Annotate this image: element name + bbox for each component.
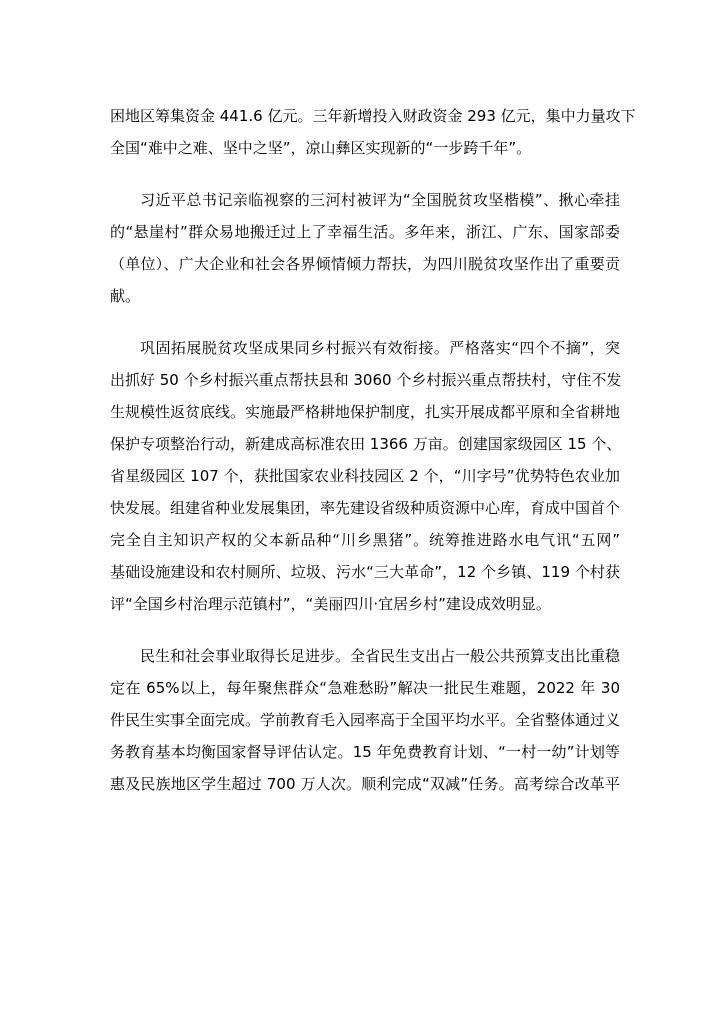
text-line: 习近平总书记亲临视察的三河村被评为“全国脱贫攻坚楷模”、揪心牵挂	[140, 191, 620, 209]
text-line: 省星级园区 107 个，获批国家农业科技园区 2 个，“川字号”优势特色农业加	[110, 467, 620, 485]
text-line: 保护专项整治行动，新建成高标准农田 1366 万亩。创建国家级园区 15 个、	[110, 435, 622, 453]
paragraph-3	[110, 332, 620, 620]
text-line: 全国“难中之难、坚中之坚”，凉山彝区实现新的“一步跨千年”。	[110, 139, 532, 157]
text-line: 民生和社会事业取得长足进步。全省民生支出占一般公共预算支出比重稳	[140, 647, 621, 665]
text-line: 困地区筹集资金 441.6 亿元。三年新增投入财政资金 293 亿元，集中力量攻下	[110, 107, 636, 125]
text-line: 巩固拓展脱贫攻坚成果同乡村振兴有效衔接。严格落实“四个不摘”，突	[140, 339, 620, 357]
text-line: 出抓好 50 个乡村振兴重点帮扶县和 3060 个乡村振兴重点帮扶村，守住不发	[110, 371, 622, 389]
text-line: 惠及民族地区学生超过 700 万人次。顺利完成“双减”任务。高考综合改革平	[110, 775, 620, 793]
text-line: （单位）、广大企业和社会各界倾情倾力帮扶，为四川脱贫攻坚作出了重要贡	[110, 255, 620, 273]
text-line: 生规模性返贫底线。实施最严格耕地保护制度，扎实开展成都平原和全省耕地	[110, 403, 621, 421]
document-page	[110, 100, 636, 800]
text-line: 献。	[110, 287, 141, 305]
text-line: 务教育基本均衡国家督导评估认定。15 年免费教育计划、“一村一幼”计划等	[110, 743, 620, 761]
text-line: 基础设施建设和农村厕所、垃圾、污水“三大革命”，12 个乡镇、119 个村获	[110, 563, 620, 581]
paragraph-4	[110, 640, 620, 800]
text-line: 定在 65%以上，每年聚焦群众“急难愁盼”解决一批民生难题，2022 年 30	[110, 679, 620, 697]
paragraph-2	[110, 184, 620, 312]
text-line: 完全自主知识产权的父本新品种“川乡黑猪”。统筹推进路水电气讯“五网”	[110, 531, 620, 549]
text-line: 快发展。组建省种业发展集团，率先建设省级种质资源中心库，育成中国首个	[110, 499, 621, 517]
text-line: 件民生实事全面完成。学前教育毛入园率高于全国平均水平。全省整体通过义	[110, 711, 621, 729]
text-line: 的“悬崖村”群众易地搬迁过上了幸福生活。多年来，浙江、广东、国家部委	[110, 223, 620, 241]
text-line: 评“全国乡村治理示范镇村”，“美丽四川·宜居乡村”建设成效明显。	[110, 595, 551, 613]
paragraph-1	[110, 100, 636, 164]
